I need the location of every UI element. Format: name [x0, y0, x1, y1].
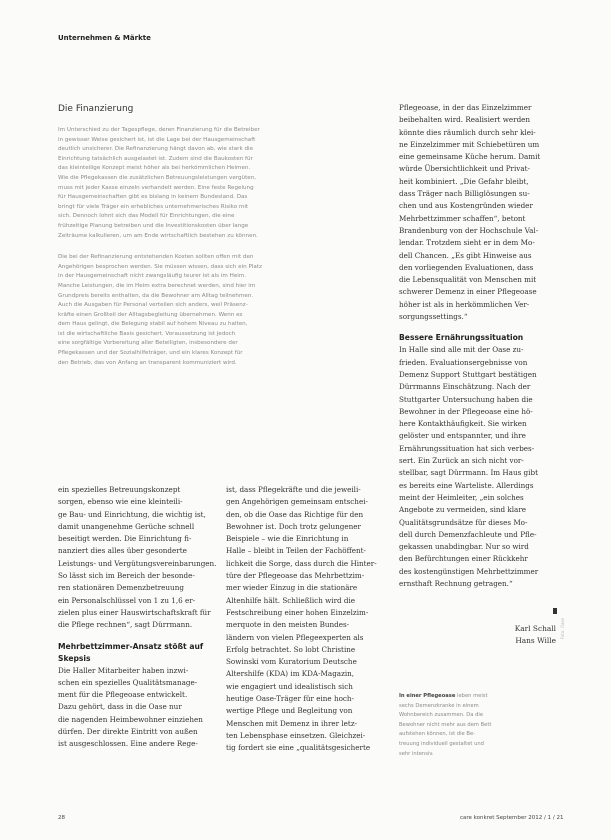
text-line: Angehörigen besprochen werden. Sie müssen wissen, dass sich ein Platz [58, 263, 262, 270]
text-line: die Pflege rechnen“, sagt Dürrmann. [58, 620, 193, 630]
column-right [399, 102, 557, 590]
text-line: sert. Ein Zurück an sich nicht vor- [399, 456, 524, 466]
article-end-mark [553, 608, 557, 614]
text-line: den Befürchtungen einer Rückkehr [399, 554, 528, 564]
text-line: des kostengünstigen Mehrbettzimmer [399, 566, 539, 576]
text-line: Beispiele – wie die Einrichtung in [226, 534, 349, 544]
caption-bold: In einer Pflegeoase [399, 693, 456, 699]
text-line: frieden. Evaluationsergebnisse von [399, 357, 528, 367]
text-line: in der Hausgemeinschaft nicht zwangsläufig teurer ist als im Heim. [58, 273, 247, 280]
text-line: ist ausgeschlossen. Eine andere Rege- [58, 739, 198, 749]
text-line: für Hausgemeinschaften gibt es bislang in keinem Bundesland. Das [58, 194, 248, 201]
caption-line: sehr intensiv. [399, 750, 434, 757]
text-line: Leistungs- und Vergütungsvereinbarungen. [58, 558, 217, 568]
text-line: Einrichtung tatsächlich ausgelastet ist. Zudem sind die Baukosten für [58, 155, 253, 162]
text-line: türe der Pflegeoase das Mehrbettzim- [226, 571, 365, 581]
text-line: kräfte einen Großteil der Alltagsbegleitung übernehmen. Wenn es [58, 311, 243, 318]
text-line: Dürrmanns Einschätzung. Nach der [399, 382, 531, 392]
text-line: Altenhilfe hält. Schließlich wird die [226, 595, 356, 605]
section-label: Unternehmen & Märkte [58, 34, 151, 42]
text-line: wertige Pflege und Begleitung von [226, 706, 353, 716]
text-line: ist, dass Pflegekräfte und die jeweili- [226, 485, 361, 494]
text-line: höher ist als in herkömmlichen Ver- [399, 299, 530, 309]
text-line: ge Bau- und Einrichtung, die wichtig ist, [58, 509, 206, 519]
text-line: das kleinteilige Konzept meist höher als bei herkömmlichen Heimen. [58, 165, 251, 172]
text-line: merquote in den meisten Bundes- [226, 620, 350, 630]
page-number: 28 [58, 815, 65, 821]
text-line: damit unangenehme Gerüche schnell [58, 521, 195, 531]
text-line: deutlich unsicherer. Die Refinanzierung hängt davon ab, wie stark die [58, 146, 254, 153]
text-line: wie engagiert und idealistisch sich [226, 681, 353, 691]
text-line: eine gemeinsame Küche herum. Damit [399, 152, 541, 162]
caption-line: Bewohner nicht mehr aus dem Bett [399, 721, 492, 728]
text-line: sorgen, ebenso wie eine kleinteili- [58, 497, 183, 507]
text-line: ernsthaft Rechnung getragen.“ [399, 578, 513, 588]
text-line: bringt für viele Träger ein erhebliches unternehmerisches Risiko mit [58, 203, 249, 210]
text-line: tig fordert sie eine „qualitätsgesicherte [226, 743, 371, 753]
text-line: den vorliegenden Evaluationen, dass [399, 262, 534, 272]
column-middle [226, 484, 388, 755]
text-line: lendar. Trotzdem sieht er in dem Mo- [399, 238, 535, 248]
text-line: So lässt sich im Bereich der besonde- [58, 571, 195, 581]
author-signature-2: Hans Wille [515, 636, 556, 645]
text-line: Angebote zu vermeiden, sind klare [399, 505, 527, 515]
text-line: Manche Leistungen, die im Heim extra berechnet werden, sind hier im [58, 282, 256, 289]
text-line: sich. Dennoch lohnt sich das Modell für Einrichtungen, die eine [58, 213, 235, 220]
text-line: zielen plus einer Hauswirtschaftskraft für [58, 607, 211, 617]
text-line: den, ob die Oase das Richtige für den [226, 509, 364, 519]
text-line: es bereits eine Warteliste. Allerdings [399, 480, 534, 490]
caption-line: leben meist [457, 693, 488, 699]
text-line: Bewohner in der Pflegeoase eine hö- [399, 406, 533, 416]
text-line: Erfolg betrachtet. So lobt Christine [226, 644, 356, 654]
text-line: ren stationären Demenzbetreuung [58, 583, 184, 593]
caption-line: treuung individuell gestaltet und [399, 740, 484, 747]
text-line: Festschreibung einer hohen Einzelzim- [226, 607, 369, 617]
text-line: dürfen. Der direkte Eintritt von außen [58, 727, 198, 737]
text-line: schen ein spezielles Qualitätsmanage- [58, 677, 198, 687]
text-line: den Betrieb, das von Anfang an transparent kommuniziert wird. [58, 359, 237, 366]
text-line: chen und aus Kostengründen wieder [399, 201, 533, 211]
magazine-footer: care konkret September 2012 / 1 / 21 [460, 815, 564, 821]
column-right-text [399, 102, 557, 323]
column-left-text-bottom [58, 665, 218, 751]
text-line: nanziert dies alles über gesonderte [58, 546, 187, 556]
text-line: ländern von vielen Pflegeexperten als [226, 632, 364, 642]
text-line: beseitigt werden. Die Einrichtung fi- [58, 534, 192, 544]
text-line: Stuttgarter Untersuchung haben die [399, 394, 533, 404]
text-line: dell durch Demenzfachleute und Pfle- [399, 529, 537, 539]
text-line: die nagenden Heimbewohner einziehen [58, 714, 203, 724]
text-line: könnte dies räumlich durch sehr klei- [399, 127, 536, 137]
text-line: Demenz Support Stuttgart bestätigen [399, 369, 537, 379]
text-line: ten Lebensphase einsetzen. Gleichzei- [226, 730, 366, 740]
text-line: eine sorgfältige Vorbereitung aller Beteiligten, insbesondere der [58, 340, 238, 347]
text-line: sorgungssettings.“ [399, 312, 468, 322]
text-line: beibehalten wird. Realisiert werden [399, 115, 531, 125]
image-caption [399, 692, 555, 759]
text-line: meint der Heimleiter, „ein solches [399, 492, 524, 502]
text-line: Menschen mit Demenz in ihrer letz- [226, 718, 358, 728]
text-line: Ernährungssituation hat sich verbes- [399, 443, 535, 453]
text-line: Die bei der Refinanzierung entstehenden Kosten sollten offen mit den [58, 254, 254, 261]
text-line: gen Angehörigen gemeinsam entschei- [226, 497, 368, 507]
text-line: Qualitätsgrundsätze für dieses Mo- [399, 517, 528, 527]
text-line: schwerer Demenz in einer Pflegeoase [399, 287, 537, 297]
text-line: frühzeitige Planung betreiben und die Investitionskosten über lange [58, 222, 249, 229]
caption-line: sechs Demenzkranke in einem [399, 702, 479, 709]
section-heading-skepsis [58, 641, 218, 665]
text-line: in gewisser Weise gesichert ist, ist die Lage bei der Hausgemeinschaft [58, 136, 256, 143]
heading-line: Skepsis [58, 653, 91, 663]
box-paragraph-1 [58, 126, 380, 241]
text-line: Grundpreis bereits enthalten, da die Bewohner am Alltag teilnehmen. [58, 292, 254, 299]
column-left-text [58, 484, 218, 632]
box-title: Die Finanzierung [58, 104, 134, 114]
column-left [58, 484, 218, 751]
text-line: ein Personalschlüssel von 1 zu 1,6 er- [58, 595, 196, 605]
text-line: Zeiträume kalkulieren, um am Ende wirtschaftlich bestehen zu können. [58, 232, 258, 239]
text-line: ment für die Pflegeoase entwickelt. [58, 690, 188, 700]
text-line: würde Übersichtlichkeit und Privat- [399, 164, 530, 174]
text-line: gelöster und entspannter, und ihre [399, 431, 526, 441]
text-line: Bewohner ist. Doch trotz gelungener [226, 521, 361, 531]
text-line: Die Haller Mitarbeiter haben inzwi- [58, 665, 189, 675]
text-line: In Halle sind alle mit der Oase zu- [399, 345, 524, 355]
text-line: Brandenburg von der Hochschule Val- [399, 225, 539, 235]
heading-line: Mehrbettzimmer-Ansatz stößt auf [58, 641, 204, 651]
text-line: die Lebensqualität von Menschen mit [399, 275, 537, 285]
text-line: Pflegekassen und der Sozialhilfeträger, und ein klares Konzept für [58, 350, 243, 357]
text-line: Altershilfe (KDA) im KDA-Magazin, [226, 669, 355, 679]
text-line: ist die wirtschaftliche Basis gesichert. Voraussetzung ist jedoch [58, 330, 236, 337]
section-heading-ernaehrung: Bessere Ernährungssituation [399, 333, 524, 343]
text-line: muss mit jeder Kasse einzeln verhandelt werden. Eine feste Regelung [58, 184, 254, 191]
text-line: Pflegeoase, in der das Einzelzimmer [399, 103, 532, 112]
text-line: heutige Oase-Träger für eine hoch- [226, 694, 354, 704]
text-line: stellbar, sagt Dürrmann. Im Haus gibt [399, 468, 538, 478]
text-line: lichkeit die Sorge, dass durch die Hinter- [226, 558, 377, 568]
text-line: dell Chancen. „Es gibt Hinweise aus [399, 250, 532, 260]
text-line: Halle – bleibt in Teilen der Fachöffent- [226, 546, 366, 556]
text-line: ne Einzelzimmer mit Schiebetüren um [399, 139, 540, 149]
text-line: gekassen unabdingbar. Nur so wird [399, 542, 529, 552]
photo-credit: Foto: Oase [560, 618, 565, 640]
column-right-text-bottom [399, 344, 557, 590]
text-line: Dazu gehört, dass in die Oase nur [58, 702, 182, 712]
text-line: mer wieder Einzug in die stationäre [226, 583, 358, 593]
box-paragraph-2 [58, 253, 380, 368]
financing-box [58, 126, 380, 368]
text-line: Im Unterschied zu der Tagespflege, deren Finanzierung für die Betreiber [58, 127, 260, 133]
author-signature-1: Karl Schall [514, 624, 556, 633]
text-line: ein spezielles Betreuungskonzept [58, 485, 181, 494]
column-middle-text [226, 484, 388, 755]
caption-line: Wohnbereich zusammen. Da die [399, 712, 484, 719]
text-line: dem Haus gelingt, die Belegung stabil auf hohem Niveau zu halten, [58, 321, 248, 328]
text-line: Mehrbettzimmer schaffen“, betont [399, 213, 526, 223]
text-line: dass Träger nach Billiglösungen su- [399, 189, 530, 199]
text-line: heit kombiniert. „Die Gefahr bleibt, [399, 176, 529, 186]
text-line: Auch die Ausgaben für Personal verteilen sich anders, weil Präsenz- [58, 302, 248, 309]
caption-line: aufstehen können, ist die Be- [399, 731, 476, 738]
text-line: here Kontakthäufigkeit. Sie wirken [399, 419, 527, 429]
text-line: Wie die Pflegekassen die zusätzlichen Betreuungsleistungen vergüten, [58, 174, 257, 181]
text-line: Sowinski vom Kuratorium Deutsche [226, 657, 357, 667]
